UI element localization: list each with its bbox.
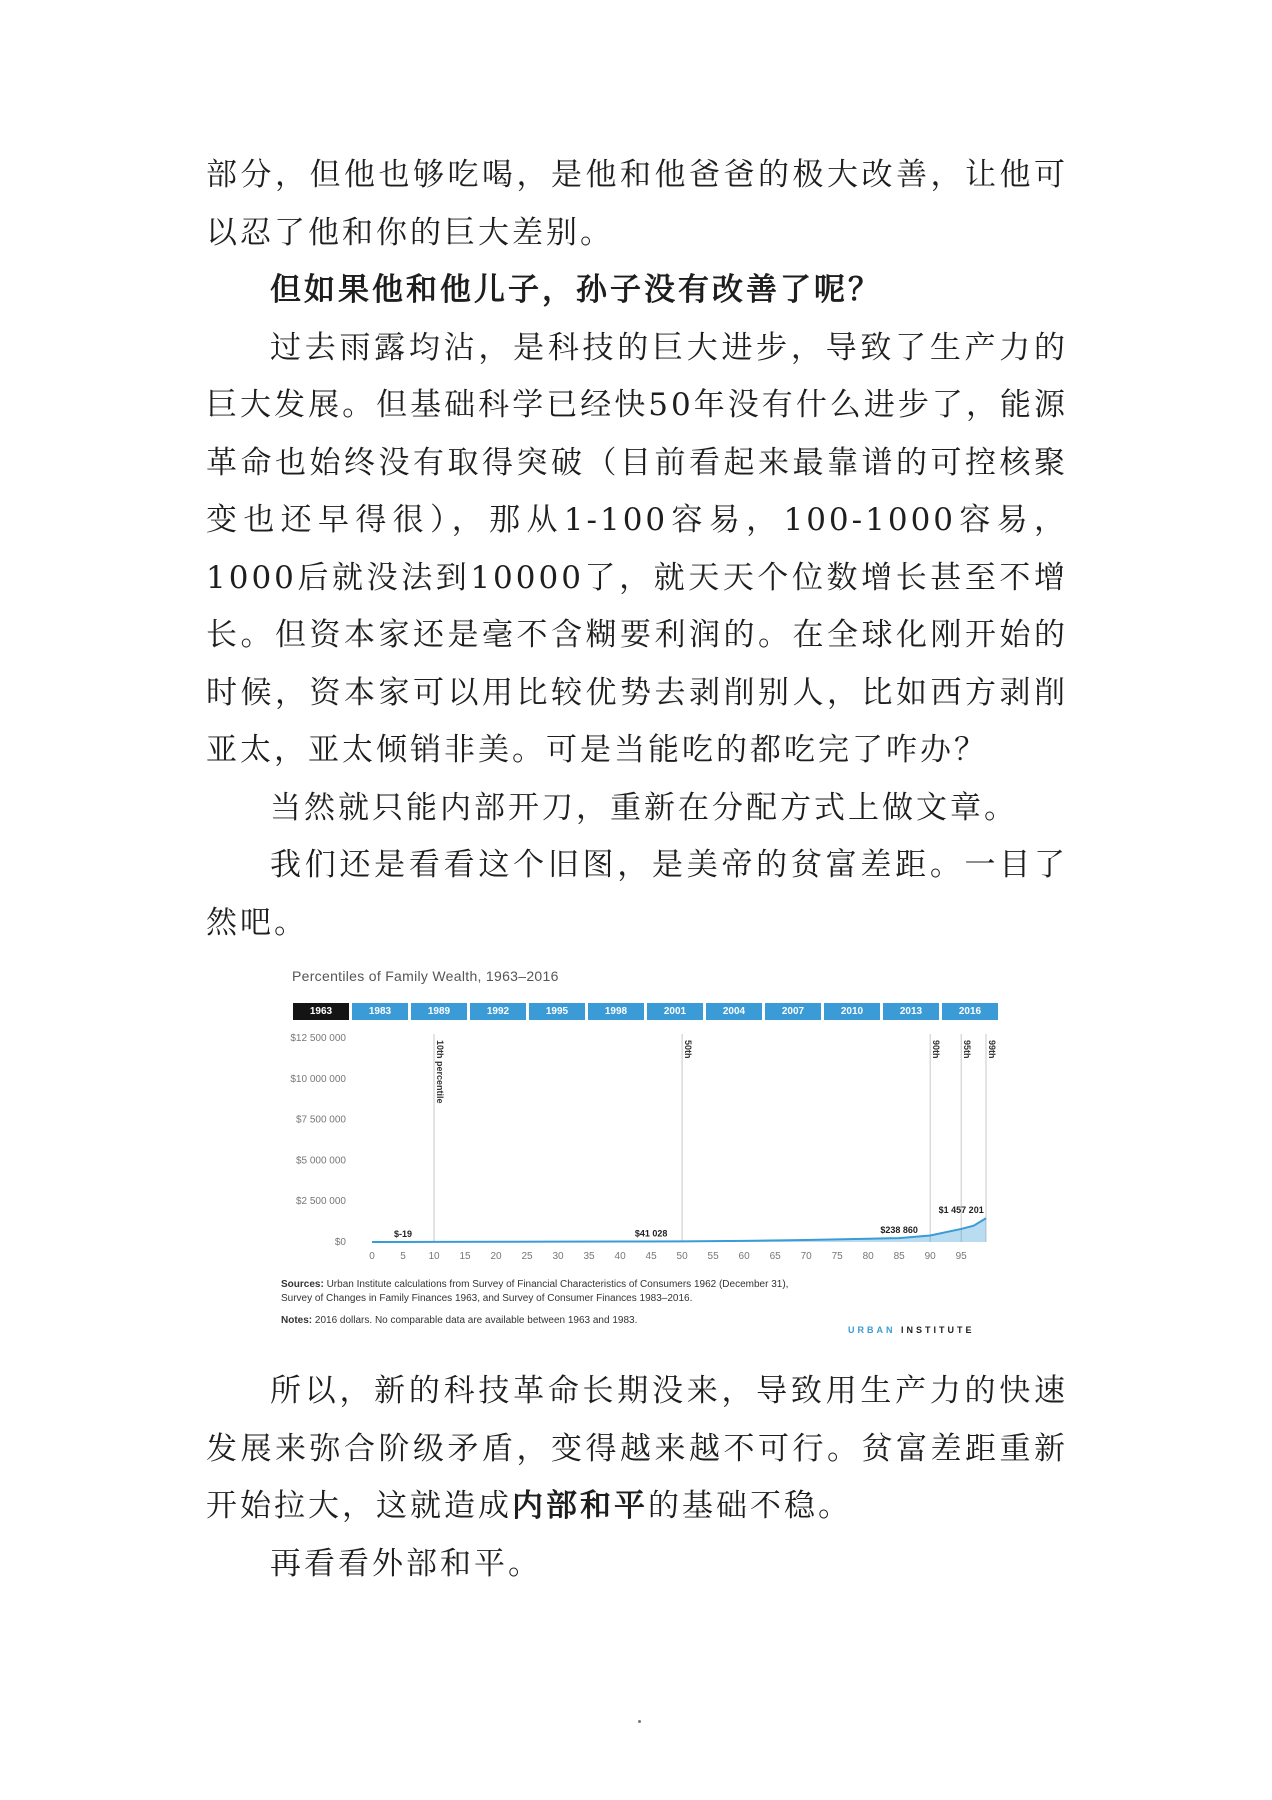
notes-label: Notes: <box>281 1315 313 1326</box>
y-tick-label: $7 500 000 <box>295 1114 346 1126</box>
page-marker-dot <box>638 1720 641 1723</box>
x-tick-label: 75 <box>831 1251 843 1262</box>
year-tab-1998[interactable]: 1998 <box>588 1003 644 1020</box>
bold-phrase: 内部和平 <box>512 1488 648 1524</box>
y-tick-label: $10 000 000 <box>290 1073 346 1085</box>
x-tick-label: 20 <box>490 1251 502 1262</box>
x-tick-label: 40 <box>614 1251 626 1262</box>
paragraph-part: 所以，新的科技革命长期没来，导致用生产力的快速发展来弥合阶级矛盾，变得越来越不可行。贫富差距重新开始拉大，这就造成 <box>206 1373 1068 1524</box>
x-tick-label: 25 <box>521 1251 533 1262</box>
data-label: $41 028 <box>634 1228 668 1239</box>
logo-urban: URBAN <box>848 1325 896 1335</box>
chart-notes <box>281 1278 801 1328</box>
year-tab-1983[interactable]: 1983 <box>352 1003 408 1020</box>
x-tick-label: 50 <box>676 1251 688 1262</box>
percentile-marker-label: 95th <box>962 1040 973 1059</box>
x-tick-label: 60 <box>738 1251 750 1262</box>
text-block-top <box>206 147 1068 952</box>
notes-text: 2016 dollars. No comparable data are available between 1963 and 1983. <box>314 1315 638 1326</box>
paragraph: 部分，但他也够吃喝，是他和他爸爸的极大改善，让他可以忍了他和你的巨大差别。 <box>206 157 1068 251</box>
year-tab-2010[interactable]: 2010 <box>824 1003 880 1020</box>
paragraph: 我们还是看看这个旧图，是美帝的贫富差距。一目了然吧。 <box>206 847 1068 941</box>
x-tick-label: 90 <box>924 1251 936 1262</box>
data-label: $1 457 201 <box>938 1205 984 1216</box>
percentile-marker-label: 99th <box>987 1040 997 1059</box>
paragraph: 过去雨露均沾，是科技的巨大进步，导致了生产力的巨大发展。但基础科学已经快50年没有什么进步了，能源革命也始终没有取得突破（目前看起来最靠谱的可控核聚变也还早得很），那从1-100容易，100-1000容易，1000后就没法到10000了，就天天个位数增长甚至不增长。但资本家还是毫不含糊要利润的。在全球化刚开始的时候，资本家可以用比较优势去剥削别人，比如西方剥削亚太，亚太倾销非美。可是当能吃的都吃完了咋办？ <box>206 329 1068 768</box>
percentile-marker-label: 10th percentile <box>435 1040 446 1104</box>
x-tick-label: 95 <box>955 1251 967 1262</box>
x-tick-label: 65 <box>769 1251 781 1262</box>
x-tick-label: 35 <box>583 1251 595 1262</box>
year-tab-1992[interactable]: 1992 <box>470 1003 526 1020</box>
x-tick-label: 5 <box>400 1251 406 1262</box>
chart-plot <box>270 960 1005 1280</box>
data-label: $238 860 <box>880 1225 918 1236</box>
year-tab-2016[interactable]: 2016 <box>942 1003 998 1020</box>
x-tick-label: 80 <box>862 1251 874 1262</box>
y-tick-label: $2 500 000 <box>295 1196 346 1208</box>
x-tick-label: 55 <box>707 1251 719 1262</box>
year-tab-1989[interactable]: 1989 <box>411 1003 467 1020</box>
x-tick-label: 30 <box>552 1251 564 1262</box>
y-tick-label: $5 000 000 <box>295 1155 346 1167</box>
logo-institute: INSTITUTE <box>901 1325 975 1335</box>
year-tab-2004[interactable]: 2004 <box>706 1003 762 1020</box>
year-tab-2007[interactable]: 2007 <box>765 1003 821 1020</box>
chart-title: Percentiles of Family Wealth, 1963–2016 <box>292 968 559 984</box>
percentile-marker-label: 50th <box>683 1040 694 1059</box>
notes-note <box>281 1314 801 1328</box>
sources-text: Urban Institute calculations from Survey of Financial Characteristics of Consumers 1962 (December 31), Survey of Changes in Family Finances 1963, and Survey of Consumer Finances 1983–2016. <box>281 1279 789 1304</box>
year-tab-2013[interactable]: 2013 <box>883 1003 939 1020</box>
paragraph <box>206 1363 1068 1536</box>
year-tab-1995[interactable]: 1995 <box>529 1003 585 1020</box>
y-tick-label: $12 500 000 <box>290 1033 346 1044</box>
data-label: $-19 <box>394 1229 413 1239</box>
x-tick-label: 70 <box>800 1251 812 1262</box>
wealth-chart-figure <box>270 960 1005 1350</box>
sources-note <box>281 1278 801 1306</box>
x-tick-label: 0 <box>369 1251 375 1262</box>
paragraph-part: 的基础不稳。 <box>648 1488 852 1524</box>
x-tick-label: 45 <box>645 1251 657 1262</box>
x-tick-label: 15 <box>459 1251 471 1262</box>
x-tick-label: 10 <box>428 1251 440 1262</box>
sources-label: Sources: <box>281 1279 324 1290</box>
paragraph: 再看看外部和平。 <box>270 1545 542 1582</box>
text-block-bottom <box>206 1363 1068 1593</box>
x-tick-label: 85 <box>893 1251 905 1262</box>
bold-question-paragraph: 但如果他和他儿子，孙子没有改善了呢？ <box>270 272 882 308</box>
year-tab-1963[interactable]: 1963 <box>293 1003 349 1020</box>
year-tab-2001[interactable]: 2001 <box>647 1003 703 1020</box>
y-tick-label: $0 <box>334 1237 346 1248</box>
percentile-marker-label: 90th <box>931 1040 942 1059</box>
urban-institute-logo <box>848 1325 975 1335</box>
paragraph: 当然就只能内部开刀，重新在分配方式上做文章。 <box>270 789 1018 826</box>
